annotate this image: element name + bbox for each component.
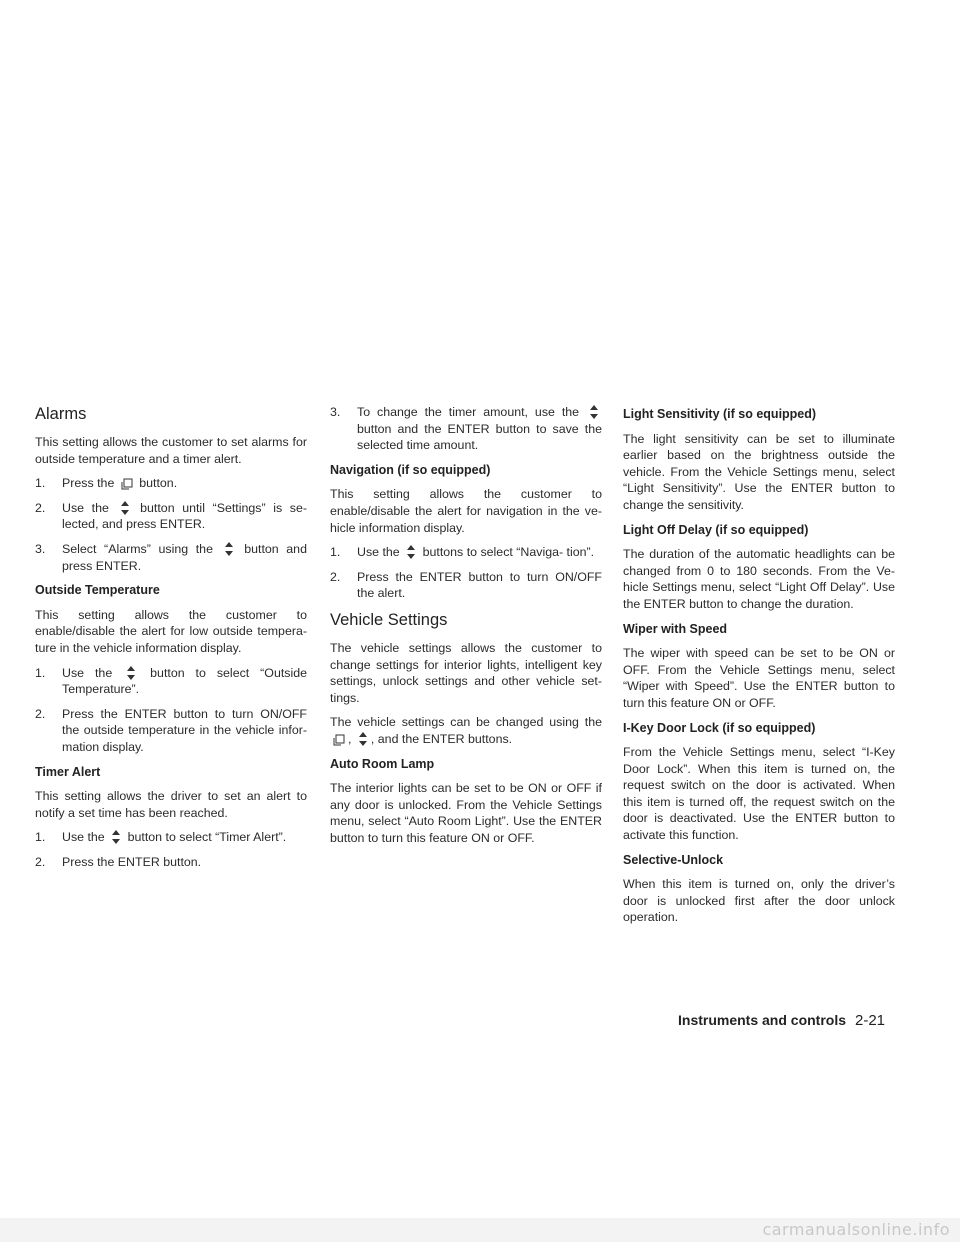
heading-light-off-delay: Light Off Delay (if so equipped) <box>623 522 809 537</box>
timer-alert-step-3 <box>330 404 602 454</box>
ikey-door-lock-text: From the Vehicle Settings menu, select “I-Key Door Lock”. When this item is turned on, the request switch on the door is activated. When this item is turned off, the request switch on the door is deactivated. Use the ENTER button to activate this function. <box>623 745 895 843</box>
heading-ikey-door-lock: I-Key Door Lock (if so equipped) <box>623 720 816 735</box>
heading-selective-unlock: Selective-Unlock <box>623 852 724 867</box>
auto-room-lamp-text: The interior lights can be set to be ON or OFF if any door is unlocked. From the Vehicle Settings menu, select “Auto Room Light”. Use the ENTER button to turn this feature ON or OFF. <box>330 781 602 845</box>
step-text: Use the <box>62 830 105 845</box>
watermark-bar <box>0 1218 960 1242</box>
alarms-intro: This setting allows the customer to set alarms for outside temperature and a timer alert. <box>35 435 307 466</box>
step-text: Press the ENTER button to turn ON/OFF the outside temperature in the vehicle infor- mation display. <box>62 706 307 754</box>
step-number: 2. <box>35 854 46 869</box>
left-column <box>35 404 307 878</box>
timer-alert-intro: This setting allows the driver to set an alert to notify a set time has been reached. <box>35 789 307 820</box>
navigation-step-1 <box>330 544 602 561</box>
up-down-arrows-icon <box>224 541 234 557</box>
heading-auto-room-lamp: Auto Room Lamp <box>330 756 435 771</box>
display-button-icon <box>121 478 133 491</box>
up-down-arrows-icon <box>358 731 368 747</box>
up-down-arrows-icon <box>406 544 416 560</box>
selective-unlock-text: When this item is turned on, only the driver’s door is unlocked first after the door unlock operation. <box>623 877 895 925</box>
section-title-alarms: Alarms <box>35 405 87 423</box>
light-off-delay-text: The duration of the automatic headlights can be changed from 0 to 180 seconds. From the Ve- hicle Settings menu, select “Light Off Delay”. Use the ENTER button to change the duration. <box>623 547 895 611</box>
step-number: 1. <box>330 545 341 560</box>
step-text: Select “Alarms” using the <box>62 541 213 556</box>
step-text: button to select “Timer Alert”. <box>127 830 287 845</box>
timer-alert-step-2 <box>35 854 307 871</box>
alarms-step-2 <box>35 500 307 533</box>
usage-text: The vehicle settings can be changed using the <box>330 715 602 730</box>
navigation-step-2 <box>330 569 602 602</box>
usage-text: , and the ENTER buttons. <box>370 731 513 746</box>
step-text: button to select “Outside Temperature”. <box>62 665 308 697</box>
middle-column <box>330 404 602 854</box>
heading-wiper-with-speed: Wiper with Speed <box>623 621 728 636</box>
outside-temp-step-1 <box>35 665 307 698</box>
step-text: Use the <box>62 500 109 515</box>
step-number: 1. <box>35 665 46 680</box>
page-footer <box>0 1012 960 1042</box>
page-number: 2-21 <box>855 1012 886 1029</box>
step-text: button and press ENTER. <box>62 541 307 573</box>
step-text: To change the timer amount, use the <box>357 405 580 419</box>
outside-temp-step-2 <box>35 706 307 756</box>
step-text: Press the <box>62 476 115 491</box>
usage-separator: , <box>348 731 352 746</box>
step-text: buttons to select “Naviga- tion”. <box>422 545 595 560</box>
vehicle-settings-usage <box>330 714 602 747</box>
timer-alert-step-1 <box>35 829 307 846</box>
outside-temperature-intro: This setting allows the customer to enable/disable the alert for low outside tempera- ture in the vehicle information display. <box>35 607 307 655</box>
display-button-icon <box>333 734 345 747</box>
step-number: 1. <box>35 476 46 491</box>
step-text: Use the <box>357 545 400 560</box>
heading-outside-temperature: Outside Temperature <box>35 583 160 598</box>
navigation-intro: This setting allows the customer to enable/disable the alert for navigation in the ve- hicle information display. <box>330 487 602 535</box>
watermark-text: carmanualsonline.info <box>762 1220 950 1239</box>
step-number: 1. <box>35 830 46 845</box>
right-column <box>623 406 895 934</box>
vehicle-settings-intro: The vehicle settings allows the customer to change settings for interior lights, intelligent key settings, unlock settings and other vehicle set- tings. <box>330 640 602 705</box>
step-number: 3. <box>35 541 46 556</box>
light-sensitivity-text: The light sensitivity can be set to illuminate earlier based on the brightness outside the vehicle. From the Vehicle Settings menu, select “Light Sensitivity”. Use the ENTER button to change the sensitivity. <box>623 431 895 512</box>
up-down-arrows-icon <box>120 500 130 516</box>
step-text: Press the ENTER button to turn ON/OFF the alert. <box>357 569 602 601</box>
step-text: button and the ENTER button to save the selected time amount. <box>357 421 602 453</box>
step-text: button. <box>139 476 178 491</box>
up-down-arrows-icon <box>589 404 599 420</box>
heading-light-sensitivity: Light Sensitivity (if so equipped) <box>623 407 817 421</box>
step-number: 3. <box>330 405 341 419</box>
step-number: 2. <box>35 500 46 515</box>
footer-section-title: Instruments and controls <box>678 1012 847 1028</box>
section-title-vehicle-settings: Vehicle Settings <box>330 610 448 629</box>
up-down-arrows-icon <box>111 829 121 845</box>
step-text: button until “Settings” is se- lected, and press ENTER. <box>62 500 307 532</box>
up-down-arrows-icon <box>126 665 136 681</box>
step-number: 2. <box>35 706 46 721</box>
heading-timer-alert: Timer Alert <box>35 764 101 779</box>
step-number: 2. <box>330 569 341 584</box>
step-text: Press the ENTER button. <box>62 854 202 869</box>
alarms-step-1 <box>35 475 307 492</box>
step-text: Use the <box>62 665 113 680</box>
heading-navigation: Navigation (if so equipped) <box>330 462 491 477</box>
wiper-with-speed-text: The wiper with speed can be set to be ON or OFF. From the Vehicle Settings menu, select “Wiper with Speed”. Use the ENTER button to turn this feature ON or OFF. <box>623 646 895 710</box>
alarms-step-3 <box>35 541 307 574</box>
